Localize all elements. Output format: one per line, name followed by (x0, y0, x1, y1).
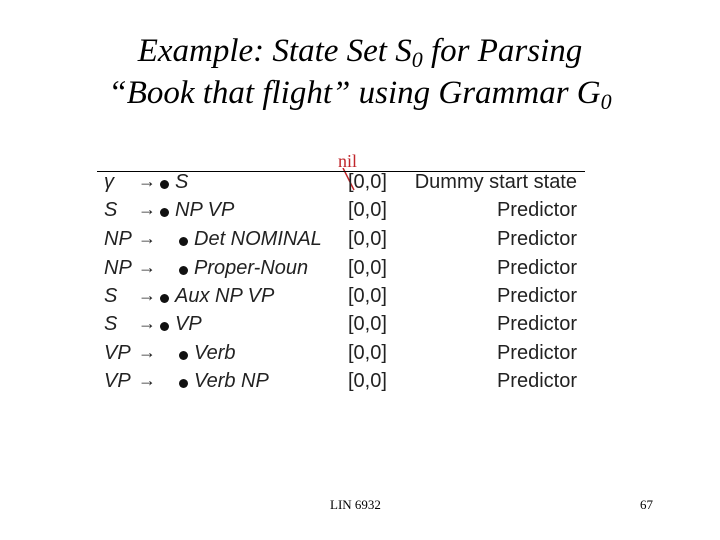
arrow-icon: → (138, 171, 156, 191)
state-status: Predictor (496, 285, 577, 307)
rule-rhs: Verb NP (194, 370, 269, 392)
rule-lhs: NP (104, 228, 132, 250)
rule-rhs: VP (175, 313, 202, 335)
rule-rhs: Verb (194, 342, 236, 364)
title-line-1 (0, 30, 720, 72)
span-indices: [0,0] (348, 199, 387, 221)
title-line-2-prefix: “Book that flight” using Grammar G (108, 75, 601, 111)
footer-course: LIN 6932 (330, 497, 381, 512)
rule-lhs: S (104, 313, 118, 335)
arrow-icon: → (138, 313, 156, 333)
span-indices: [0,0] (348, 313, 387, 335)
rule-rhs: S (175, 171, 189, 193)
dot-icon (160, 180, 169, 189)
span-indices: [0,0] (348, 285, 387, 307)
arrow-icon: → (138, 285, 156, 305)
table-row (0, 285, 720, 313)
arrow-icon: → (138, 257, 156, 277)
nil-annotation: nil (338, 151, 358, 171)
rule-lhs: VP (104, 370, 131, 392)
footer-page-number: 67 (640, 497, 653, 512)
title-line-2 (0, 72, 720, 114)
span-indices: [0,0] (348, 342, 387, 364)
rule-rhs: Proper-Noun (194, 257, 309, 279)
table-row (0, 228, 720, 256)
arrow-icon: → (138, 228, 156, 248)
title-line-1-suffix: for Parsing (422, 33, 583, 69)
slide-title (0, 30, 720, 114)
table-row (0, 342, 720, 370)
span-indices: [0,0] (348, 171, 387, 193)
arrow-icon: → (138, 342, 156, 362)
table-row (0, 370, 720, 398)
state-status: Predictor (496, 370, 577, 392)
span-indices: [0,0] (348, 228, 387, 250)
dot-icon (160, 208, 169, 217)
table-row (0, 313, 720, 341)
dot-icon (179, 379, 188, 388)
rule-rhs: NP VP (175, 199, 235, 221)
state-status: Predictor (496, 228, 577, 250)
table-row (0, 199, 720, 227)
state-status: Predictor (496, 199, 577, 221)
state-status: Dummy start state (414, 171, 577, 193)
state-status: Predictor (496, 313, 577, 335)
span-indices: [0,0] (348, 257, 387, 279)
span-indices: [0,0] (348, 370, 387, 392)
dot-icon (179, 351, 188, 360)
rule-lhs: γ (104, 171, 114, 193)
rule-rhs: Det NOMINAL (194, 228, 322, 250)
rule-lhs: NP (104, 257, 132, 279)
table-row (0, 257, 720, 285)
dot-icon (179, 237, 188, 246)
table-row (0, 171, 720, 199)
rule-lhs: S (104, 285, 118, 307)
rule-lhs: VP (104, 342, 131, 364)
title-line-1-subscript: 0 (411, 47, 423, 72)
dot-icon (160, 322, 169, 331)
title-line-1-prefix: Example: State Set S (137, 33, 412, 69)
title-line-2-subscript: 0 (600, 89, 612, 114)
state-status: Predictor (496, 342, 577, 364)
state-status: Predictor (496, 257, 577, 279)
rule-lhs: S (104, 199, 118, 221)
dot-icon (160, 294, 169, 303)
rule-rhs: Aux NP VP (175, 285, 275, 307)
arrow-icon: → (138, 370, 156, 390)
dot-icon (179, 266, 188, 275)
arrow-icon: → (138, 199, 156, 219)
